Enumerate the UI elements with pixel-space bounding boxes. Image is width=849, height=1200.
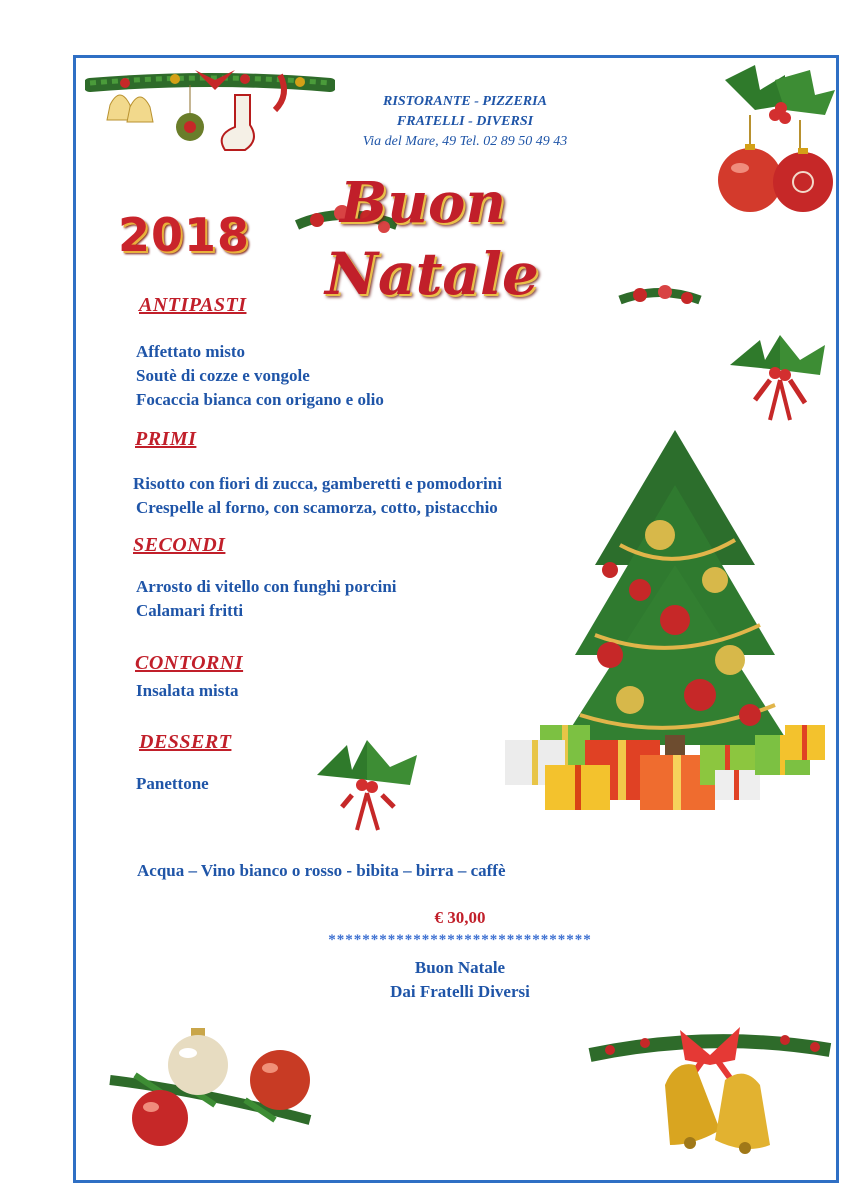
menu-item: Crespelle al forno, con scamorza, cotto, pistacchio: [136, 498, 498, 517]
closing-line-2: Dai Fratelli Diversi: [390, 982, 530, 1001]
year-badge: 2018: [118, 208, 251, 262]
section-title-secondi: SECONDI: [133, 534, 226, 556]
menu-item: Soutè di cozze e vongole: [136, 366, 310, 385]
menu-item: Insalata mista: [136, 681, 239, 700]
menu-item: Risotto con fiori di zucca, gamberetti e pomodorini: [133, 474, 502, 493]
drinks-line: Acqua – Vino bianco o rosso - bibita – birra – caffè: [137, 861, 506, 880]
menu-item: Panettone: [136, 774, 209, 793]
section-title-contorni: CONTORNI: [135, 652, 244, 674]
section-title-antipasti: ANTIPASTI: [139, 294, 247, 316]
menu-item: Focaccia bianca con origano e olio: [136, 390, 384, 409]
greeting-word-1: Buon: [340, 170, 507, 236]
menu-item: Affettato misto: [136, 342, 246, 361]
golden-bells-icon: [585, 1005, 835, 1155]
holly-icon: [725, 325, 835, 425]
restaurant-type: RISTORANTE - PIZZERIA: [383, 94, 547, 109]
flowers-decoration-icon: [615, 270, 705, 330]
closing-line-1: Buon Natale: [414, 958, 506, 977]
section-title-primi: PRIMI: [135, 428, 197, 450]
garland-bells-icon: [85, 65, 335, 165]
ornaments-pine-icon: [105, 1020, 320, 1155]
holly-icon: [312, 735, 422, 835]
christmas-tree-icon: [500, 425, 830, 815]
menu-item: Arrosto di vitello con funghi porcini: [136, 577, 397, 596]
menu-price: € 30,00: [434, 908, 486, 927]
section-title-dessert: DESSERT: [139, 731, 232, 753]
red-ornaments-icon: [715, 60, 840, 220]
restaurant-address: Via del Mare, 49 Tel. 02 89 50 49 43: [362, 134, 568, 149]
restaurant-name: FRATELLI - DIVERSI: [396, 114, 534, 129]
menu-item: Calamari fritti: [136, 601, 244, 620]
stars-divider: *******************************: [328, 932, 592, 948]
greeting-word-2: Natale: [325, 240, 539, 308]
